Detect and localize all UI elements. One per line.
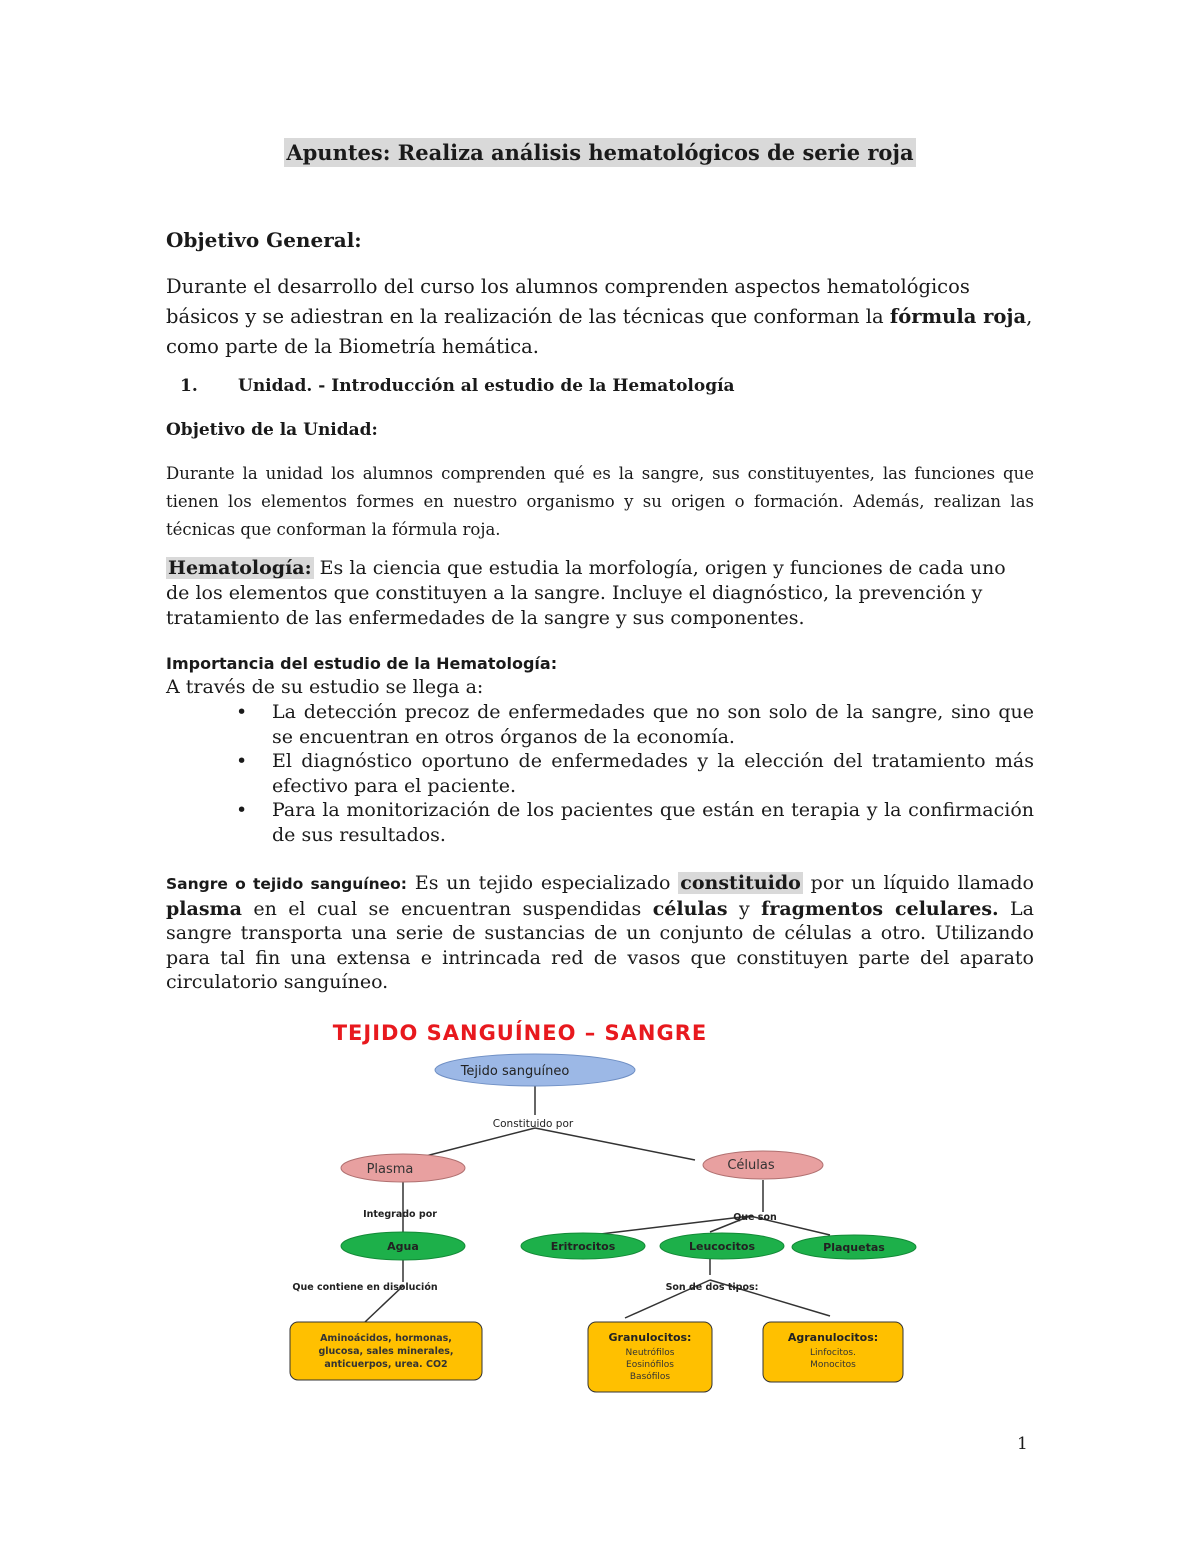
importancia-list [232, 700, 1034, 847]
diagram-label: Agua [387, 1240, 419, 1253]
page-number: 1 [1017, 1434, 1028, 1454]
hematologia-definition: Hematología: Es la ciencia que estudia la morfología, origen y funciones de cada uno de los elementos que constituyen a la sangre. Incluye el diagnóstico, la prevención y tratamiento de las enfermedades de la sangre y sus componentes. [166, 557, 1006, 629]
objetivo-unidad-paragraph: Durante la unidad los alumnos comprenden qué es la sangre, sus constituyentes, las funciones que tienen los elementos formes en nuestro organismo y su origen o formación. Además, realizan las técnicas que conforman la fórmula roja. [166, 464, 1034, 539]
diagram-label: Plaquetas [823, 1241, 885, 1254]
diagram-label: Tejido sanguíneo [460, 1064, 570, 1079]
link-constituido: Constituido por [492, 1118, 574, 1130]
diagram-label: Leucocitos [688, 1240, 756, 1253]
sangre-label: Sangre o tejido sanguíneo: [166, 875, 407, 893]
objetivo-general-heading: Objetivo General: [166, 228, 362, 252]
diagram-label: Linfocitos. [810, 1348, 856, 1358]
list-item: • El diagnóstico oportuno de enfermedades y la elección del tratamiento más efectivo para el paciente. [236, 750, 1034, 797]
objetivo-general-paragraph: Durante el desarrollo del curso los alumnos comprenden aspectos hematológicos básicos y se adiestran en la realización de las técnicas que conforman la fórmula roja, como parte de la Biometría hemática. [166, 275, 1033, 358]
diagram-label: Neutrófilos [625, 1348, 675, 1358]
importancia-heading: Importancia del estudio de la Hematología: [166, 654, 558, 673]
hematologia-term: Hematología: [168, 557, 312, 579]
diagram-label: glucosa, sales minerales, [318, 1346, 454, 1357]
objetivo-unidad-heading: Objetivo de la Unidad: [166, 420, 378, 440]
constituido-highlight: constituido [680, 872, 801, 894]
diagram-label: anticuerpos, urea. CO2 [324, 1359, 448, 1370]
concept-map [270, 1010, 930, 1400]
diagram-label: Células [727, 1158, 775, 1173]
diagram-label: Monocitos [810, 1360, 856, 1370]
importancia-intro: A través de su estudio se llega a: [166, 676, 484, 698]
diagram-label: Basófilos [629, 1372, 671, 1382]
concept-map-title: TEJIDO SANGUÍNEO – SANGRE [332, 1021, 708, 1045]
list-item: • Para la monitorización de los pacientes que están en terapia y la confirmación de sus resultados. [236, 799, 1034, 846]
link-que-son: Que son [733, 1212, 777, 1223]
link-integrado: Integrado por [363, 1209, 437, 1220]
diagram-label: Eritrocitos [550, 1240, 616, 1253]
unit-heading: 1. Unidad. - Introducción al estudio de la Hematología [180, 376, 735, 396]
diagram-label: Plasma [366, 1162, 414, 1177]
diagram-label: Agranulocitos: [787, 1331, 879, 1344]
document-title: Apuntes: Realiza análisis hematológicos de serie roja [286, 140, 914, 165]
link-que-contiene: Que contiene en disolución [292, 1282, 438, 1293]
diagram-label: Eosinófilos [626, 1360, 674, 1370]
list-item: • La detección precoz de enfermedades que no son solo de la sangre, sino que se encuentran en otros órganos de la economía. [236, 701, 1034, 748]
sangre-definition: Sangre o tejido sanguíneo: Es un tejido especializado constituido por un líquido llamado plasma en el cual se encuentran suspendidas células y fragmentos celulares. La sangre transporta una serie de sustancias de un conjunto de células a otro. Utilizando para tal fin una extensa e intrincada red de vasos que constituyen parte del aparato circulatorio sanguíneo. [166, 872, 1035, 993]
diagram-label: Granulocitos: [608, 1331, 692, 1344]
diagram-label: Aminoácidos, hormonas, [320, 1333, 452, 1344]
link-dos-tipos: Son de dos tipos: [665, 1282, 759, 1293]
